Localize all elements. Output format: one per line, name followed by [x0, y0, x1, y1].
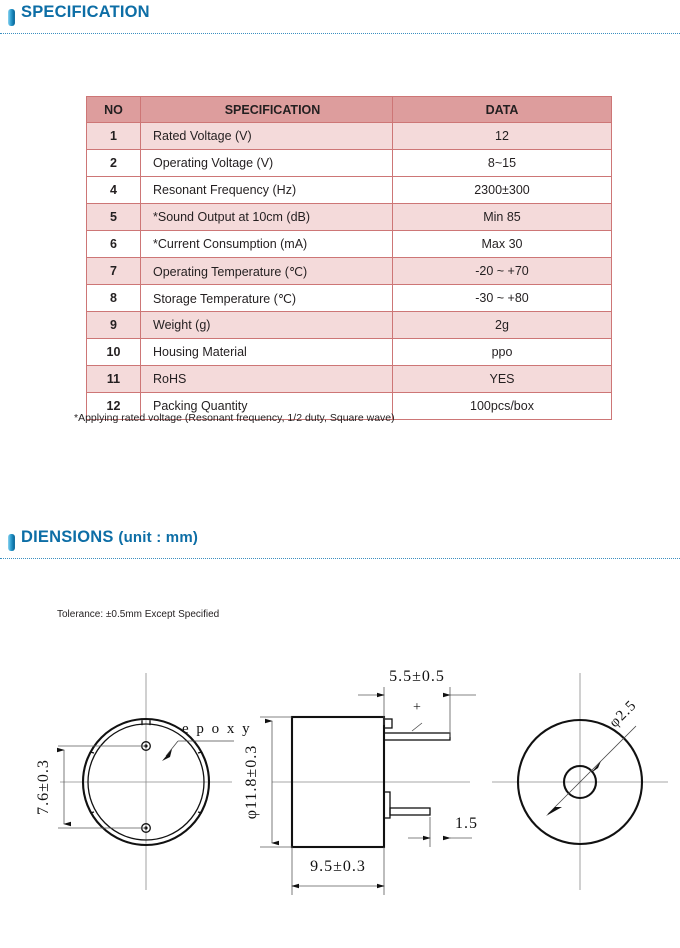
column-header-no: NO [87, 97, 141, 123]
table-row [87, 258, 612, 285]
row-data: 8~15 [393, 150, 612, 177]
table-row [87, 204, 612, 231]
table-row [87, 177, 612, 204]
dimensions-unit-label: (unit : mm) [118, 529, 199, 546]
epoxy-leader-diagonal [166, 741, 178, 756]
row-number: 4 [87, 177, 141, 204]
specification-section-header [0, 2, 680, 36]
dimensions-title-text: DIENSIONS [21, 528, 114, 546]
table-row [87, 231, 612, 258]
column-header-specification: SPECIFICATION [141, 97, 393, 123]
table-header-row [87, 97, 612, 123]
row-specification: Resonant Frequency (Hz) [141, 177, 393, 204]
specification-divider [0, 33, 680, 34]
row-specification: Rated Voltage (V) [141, 123, 393, 150]
row-number: 7 [87, 258, 141, 285]
row-data: 100pcs/box [393, 393, 612, 420]
rear-hole-diameter-label: φ2.5 [606, 697, 640, 731]
side-width-top-label: 5.5±0.5 [389, 668, 445, 685]
rear-hole-leader [548, 726, 636, 814]
table-row [87, 123, 612, 150]
row-data: 12 [393, 123, 612, 150]
row-number: 1 [87, 123, 141, 150]
row-data: 2300±300 [393, 177, 612, 204]
table-row [87, 339, 612, 366]
row-specification: Packing Quantity [141, 393, 393, 420]
row-number: 5 [87, 204, 141, 231]
table-row [87, 285, 612, 312]
row-specification: Weight (g) [141, 312, 393, 339]
row-specification: *Sound Output at 10cm (dB) [141, 204, 393, 231]
dimensions-section-header [0, 527, 680, 561]
row-number: 9 [87, 312, 141, 339]
tolerance-note: Tolerance: ±0.5mm Except Specified [57, 609, 220, 620]
front-hole-pitch-label: 7.6±0.3 [35, 759, 52, 815]
dimensions-title [21, 528, 198, 547]
row-number: 10 [87, 339, 141, 366]
row-specification: *Current Consumption (mA) [141, 231, 393, 258]
row-data: 2g [393, 312, 612, 339]
dimensions-divider [0, 558, 680, 559]
table-row [87, 150, 612, 177]
side-body-diameter-label: φ11.8±0.3 [243, 744, 260, 820]
row-data: -20 ~ +70 [393, 258, 612, 285]
side-pin-offset-label: 1.5 [455, 815, 478, 832]
side-view-pin-upper [384, 733, 450, 740]
blue-bar-icon [8, 534, 15, 551]
blue-bar-icon [8, 9, 15, 26]
table-row [87, 366, 612, 393]
row-data: ppo [393, 339, 612, 366]
row-number: 11 [87, 366, 141, 393]
row-data: Min 85 [393, 204, 612, 231]
row-specification: RoHS [141, 366, 393, 393]
dimension-drawings [0, 645, 680, 945]
polarity-plus-label: + [413, 700, 421, 715]
table-footnote: *Applying rated voltage (Resonant frequency, 1/2 duty, Square wave) [74, 412, 395, 424]
row-data: Max 30 [393, 231, 612, 258]
front-view-drawing [35, 673, 252, 890]
row-specification: Operating Temperature (℃) [141, 258, 393, 285]
row-data: YES [393, 366, 612, 393]
side-view-pin-leader [412, 723, 422, 731]
table-row [87, 312, 612, 339]
row-number: 8 [87, 285, 141, 312]
side-view-pin-lower [390, 808, 430, 815]
epoxy-label: e p o x y [182, 721, 252, 737]
column-header-data: DATA [393, 97, 612, 123]
row-number: 12 [87, 393, 141, 420]
row-number: 2 [87, 150, 141, 177]
specification-title: SPECIFICATION [21, 3, 150, 21]
row-number: 6 [87, 231, 141, 258]
rear-hole-arrow-lower [546, 807, 562, 816]
specification-table-body [87, 123, 612, 420]
side-view-drawing [243, 668, 478, 895]
rear-view-drawing [492, 673, 668, 890]
specification-table [86, 96, 612, 420]
side-body-depth-label: 9.5±0.3 [310, 858, 366, 875]
row-specification: Housing Material [141, 339, 393, 366]
row-data: -30 ~ +80 [393, 285, 612, 312]
row-specification: Storage Temperature (℃) [141, 285, 393, 312]
side-view-top-tab [384, 719, 392, 728]
row-specification: Operating Voltage (V) [141, 150, 393, 177]
